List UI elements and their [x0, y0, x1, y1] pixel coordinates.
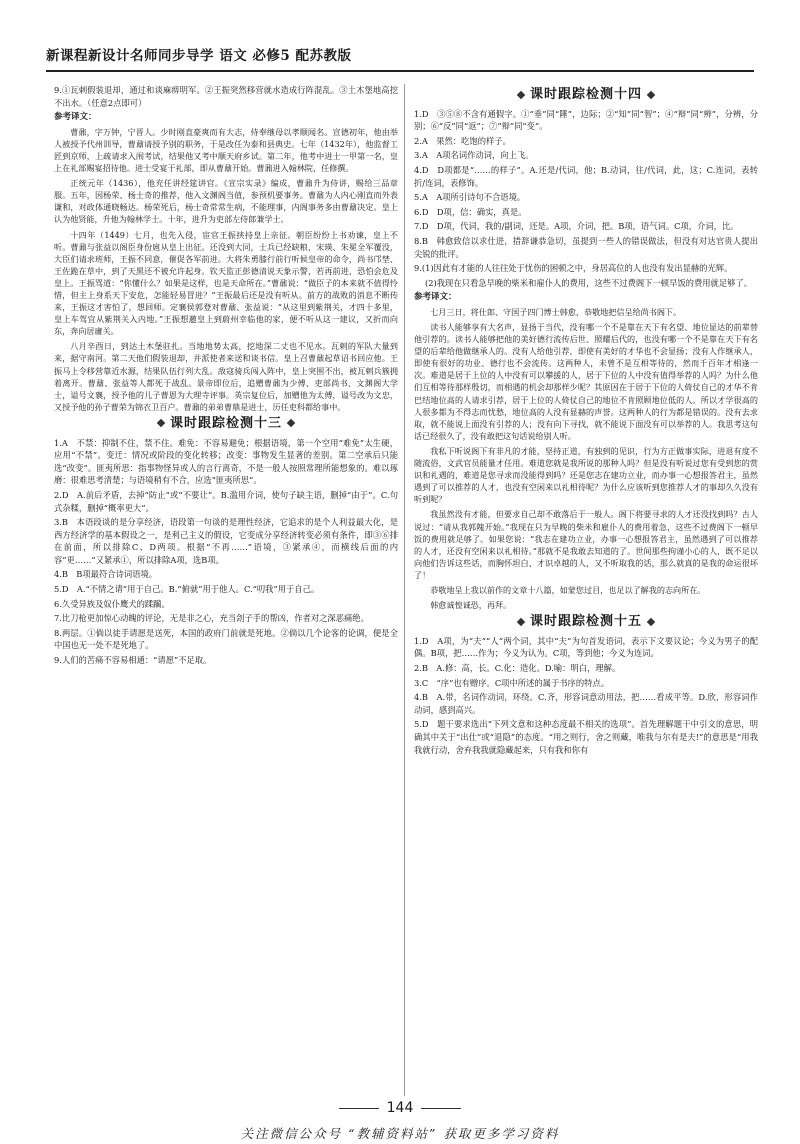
translation-paragraph: 正统元年（1436），他充任讲经筵讲官。《宣宗实录》编成，曹鼐升为侍讲，赐给三品章服。五年，因杨荣、杨士奇的推荐，他入文渊阁当值，参预机要事务。曹鼐为人内心刚直而外表谦和，对政体通晓畅达。杨荣死后，杨士奇常常生病，不能理事，内阁事务多由曹鼐决定。皇上认为他贤能，升他为翰林学士。十年，进升为吏部左侍郎兼学士。 — [54, 178, 398, 225]
answer-item: 3.A A项名词作动词，向上飞。 — [414, 150, 534, 161]
page-number-left-rule — [339, 1108, 379, 1109]
answer-item: 2.D A.前后矛盾，去掉“防止”或“不要让”。B.滥用介词，使句子缺主语，删掉“由于”。C.句式杂糅，删掉“概率更大”。 — [54, 489, 398, 513]
section-title-text: 课时跟踪检测十五 — [529, 614, 642, 630]
page-number-value: 144 — [386, 1100, 414, 1116]
answer-item: 1.A 不禁：抑制不住，禁不住。难免：不容易避免；根据语境，第一个空用“难免”太生硬，应用“不禁”。变迁：情况或阶段的变化转移；改变：事物发生显著的差别。第二空承后只能选“改变”。匪夷所思：指事物怪异或人的言行离奇，不是一般人按照常理所能想象的。难以琢磨：很难思考清楚；与语境稍有不合，应选“匪夷所思”。 — [54, 437, 398, 486]
section-title — [414, 89, 758, 102]
diamond-icon — [647, 90, 655, 98]
answer-item: 1.D A项，为“夫”“人”两个词，其中“夫”为句首发语词，表示下文要议论；今义为男子的配偶。B项，把……作为；今义为认为。C项，等到他；今义为连词。 — [414, 635, 758, 659]
diamond-icon — [517, 90, 525, 98]
answer-item: 9.①瓦剌假装退却，通过和谈麻痹明军。②王振突然移营就水造成行阵混乱。③土木堡地高挖不出水。（任意2点即可） — [54, 85, 398, 108]
answer-item: 5.A A项所引诗句不合语境。 — [414, 192, 526, 203]
answer-subitem: (2)我现在只看急早晚的柴米和雇仆人的费用，这些不过费阁下一顿早饭的费用就足够了。 — [425, 277, 753, 288]
left-column — [54, 84, 398, 669]
answer-item: 1.D ③⑤⑧不含有通假字。①“垂”同“陲”，边际；②“知”同“智”；④“辩”同“辨”，分辨，分别；⑥“反”同“返”；⑦“辩”同“变”。 — [414, 108, 758, 132]
diamond-icon — [517, 617, 525, 625]
answer-item: 5.D A.“不情之请”用于自己。B.“俯就”用于他人。C.“叨我”用于自己。 — [54, 584, 320, 595]
page-number-right-rule — [421, 1108, 461, 1109]
translation-label: 参考译文： — [54, 112, 97, 123]
diamond-icon — [157, 419, 165, 427]
answer-item: 4.B B项最符合诗词语境。 — [54, 569, 158, 580]
answer-item: 7.D D项，代词，我的/副词，还是。A项，介词，把。B项，语气词。C项，介词，比。 — [414, 221, 739, 232]
answer-item: 2.A 果然：吃饱的样子。 — [414, 135, 511, 146]
translation-paragraph: 恭敬地呈上我以前作的文章十八篇，如蒙您过目，也足以了解我的志向所在。 — [430, 584, 706, 595]
diamond-icon — [287, 419, 295, 427]
answer-item: 3.C “序”也有赠序。C项中所述的属于书序的特点。 — [414, 677, 610, 688]
section-title — [54, 415, 398, 431]
page-number — [0, 1100, 800, 1116]
answer-item: 7.比刀枪更加惊心动魄的评论，无是非之心，充当刽子手的帮凶，作者对之深恶痛绝。 — [54, 613, 369, 624]
right-column — [414, 84, 758, 758]
footer-watermark: 关注微信公众号 “教辅资料站” 获取更多学习资料 — [240, 1126, 560, 1141]
translation-paragraph: 七月三日，将仕郎、守国子四门博士韩愈，恭敬地把信呈给尚书阁下。 — [430, 306, 682, 317]
answer-item: 9.(1)因此有才能的人往往处于忧伤的困顿之中，身居高位的人也没有发出显赫的光辉。 — [414, 263, 733, 274]
translation-label: 参考译文： — [414, 292, 457, 303]
section-title-text: 课时跟踪检测十四 — [529, 87, 642, 102]
answer-item: 9.人们的苦痛不容易相通：“请愿”不足取。 — [54, 655, 212, 666]
answer-item: 8.B 韩愈致信以求仕进，措辞谦恭急切，虽提到一些人的错误做法，但没有对达官贵人提出尖锐的批评。 — [414, 235, 758, 259]
translation-paragraph: 读书人能够享有大名声，显扬于当代，没有哪一个不是靠在天下有名望、地位显达的前辈替他引荐的。读书人能够把他的美好德行流传后世、照耀后代的，也没有哪一个不是靠在天下有名望的后辈给他做继承人的。没有人给他引荐，即使有美好的才华也不会显扬；没有人作继承人，即使有很好的功业、德行也不会流传。这两种人，未曾不是互相等待的，然而千百年才相逢一次。难道是居于上位的人中没有可以攀援的人，居于下位的人中没有值得举荐的人吗？为什么他们互相等待那样殷切，而相遇的机会却那样少呢？其原因在于居于下位的人倚仗自己的才华不肯巴结地位高的人请求引荐，居于上位的人倚仗自己的地位不肯照顾地位低的人。所以才学很高的人很多都为不得志而忧愁，地位高的人没有显赫的声誉。这两种人的行为都是错误的。没有去求取，就不能说上面没有引荐的人；没有向下寻找，就不能说下面没有可以举荐的人。我思考这句话已经很久了，没有敢把这句话说给别人听。 — [414, 322, 758, 441]
translation-paragraph: 八月辛酉日，到达土木堡驻扎。当地地势太高，挖地深二丈也不见水。瓦剌的军队大量到来，据守南河。第二天他们假装退却，并派使者来送和谈书信。皇上召曹鼐起草诏书回应他。王振马上令移营靠近水源，结果队伍行列大乱。敌寇骑兵闯入阵中，皇上突围不出，被瓦剌兵簇拥着离开。曹鼐、张益等人都死于战乱。景帝即位后，追赠曹鼐为少傅、吏部尚书、文渊阁大学士，谥号文襄，授予他的儿子曹恩为大理寺评事。英宗复位后，加赠他为太傅，谥号改为文忠，又授予他的孙子曹荣为锦衣卫百户。曹鼐的弟弟曹鼎是进士，历任吏科都给事中。 — [54, 341, 398, 412]
answer-item: 4.D D项都是“……的样子”。A.还是/代词，他；B.动词，往/代词，此，这；C.连词，表转折/连词，表修饰。 — [414, 164, 758, 188]
answer-item: 3.B 本语段谈的是分享经济，语段第一句谈的是理性经济，它追求的是个人利益最大化，是西方经济学的基本假设之一，是利己主义的假设，它变成分享经济转变必须有条件，即③⑥排在前面，所以排除C、D两项。根据“不再……”语境，③紧承④，而横线后面的内容“更……”又紧承①，所以排除A项，选B项。 — [54, 517, 398, 565]
answer-item: 5.D 题干要求选出“下列文意和这种态度最不相关的选项”。首先理解题干中引文的意思，明确其中关于“出仕”或“退隐”的态度。“用之则行，舍之则藏，唯我与尔有是夫!”的意思是“用我我就行动，舍弃我我就隐藏起来，只有我和你有 — [414, 719, 758, 755]
diamond-icon — [647, 617, 655, 625]
translation-paragraph: 韩愈诚惶诚恐，再拜。 — [430, 600, 512, 611]
section-title-text: 课时跟踪检测十三 — [169, 415, 282, 431]
answer-item: 8.两层。①倘以徒手请愿是送死，本国的政府门前就是死地。②倘以几个论客的论调，便是全中国也无一处不是死地了。 — [54, 627, 398, 651]
translation-paragraph: 我虽然没有才能，但要求自己却不敢落后于一般人。阁下将要寻求的人才还没找到吗？古人说过：“请从我郭隗开始。”我现在只为早晚的柴米和雇仆人的费用着急，这些不过费阁下一顿早饭的费用就足够了。如果您说：“我志在建功立业，办事一心想报答君主，虽然遇到了可以推荐的人才，还没有空闲来以礼相待。”那就不是我敢去知道的了。世间那些拘谨小心的人，既不足以向他们告诉这些话，而胸怀坦白、才识卓越的人，又不听取我的话，那么就真的是我的命运很坏了！ — [414, 509, 758, 580]
translation-paragraph: 我私下听说阁下有非凡的才能，坚持正道，有独到的见识，行为方正做事实际，进退有度不随流俗，文武官员能量才任用。难道您就是我所说的那种人吗？但是没有听说过您有受到您的赏识和礼遇的，难道是您寻求而没能得到吗？还是您志在建功立业，而办事一心想报答君主，虽然遇到了可以推荐的人才，也没有空闲来以礼相待呢？为什么应该听到您推荐人才的事却久久没有听到呢？ — [414, 445, 758, 505]
answer-item: 4.B A.带，名词作动词，环绕。C.齐，形容词意动用法，把……看成平等。D.欣，形容词作动词，感到高兴。 — [414, 692, 758, 715]
answer-item: 6.D D项，信：确实，真是。 — [414, 206, 527, 217]
answer-item: 2.B A.修：高，长。C.化：造化。D.喻：明白，理解。 — [414, 662, 621, 673]
page-header — [46, 40, 754, 72]
translation-paragraph: 十四年（1449）七月，也先入侵，宦官王振挟持皇上亲征。朝臣纷纷上书劝谏，皇上不听。曹鼐与张益以阁臣身份扈从皇上出征。还没到大同，士兵已经缺粮，宋瑛、朱冕全军覆没，大臣们请求班师，王振不同意，催促各军前进。大将朱勇膝行前行听候皇帝的命令，尚书邝埜、王佐跪在草中，到了天黑还不被允许起身。钦天监正彭德清说天象示警，若再前进，恐怕会危及皇上。王振骂道：“你懂什么？如果是这样，也是天命所在。”曹鼐说：“做臣子的本来就不值得怜惜，但主上身系天下安危，怎能轻易冒进？”王振最后还是没有听从。前方的战败的消息不断传来，王振这才害怕了，想回师。定襄侯郭登对曹鼐、张益说：“从这里到紫荆关，才四十多里，皇上车驾宜从紫荆关入内地。”王振想邀皇上到蔚州幸临他的家，便不听从这一建议，又折而向东，奔向居庸关。 — [54, 229, 398, 337]
answer-item: 6.久受异族及奴仆鹰犬的蹂躏。 — [54, 598, 170, 609]
section-title — [414, 616, 758, 629]
header-title: 新课程新设计名师同步导学 语文 必修5 配苏教版 — [46, 48, 352, 64]
translation-paragraph: 曹鼐，字万钟，宁晋人。少时刚直豪爽而有大志，侍奉继母以孝顺闻名。宣德初年，他由举人被授予代州训导，曹鼐请授予别的职务，于是改任为泰和县典史。七年（1432年），他监督工匠到京师，上疏请求入闱考试，结果他又考中顺天府乡试。第二年，他考中进士一甲第一名，皇上在礼部赐宴招待他。进士受宴于礼部，即从曹鼐开始。曹鼐进入翰林院，任修撰。 — [54, 126, 398, 174]
column-divider — [404, 84, 405, 1096]
